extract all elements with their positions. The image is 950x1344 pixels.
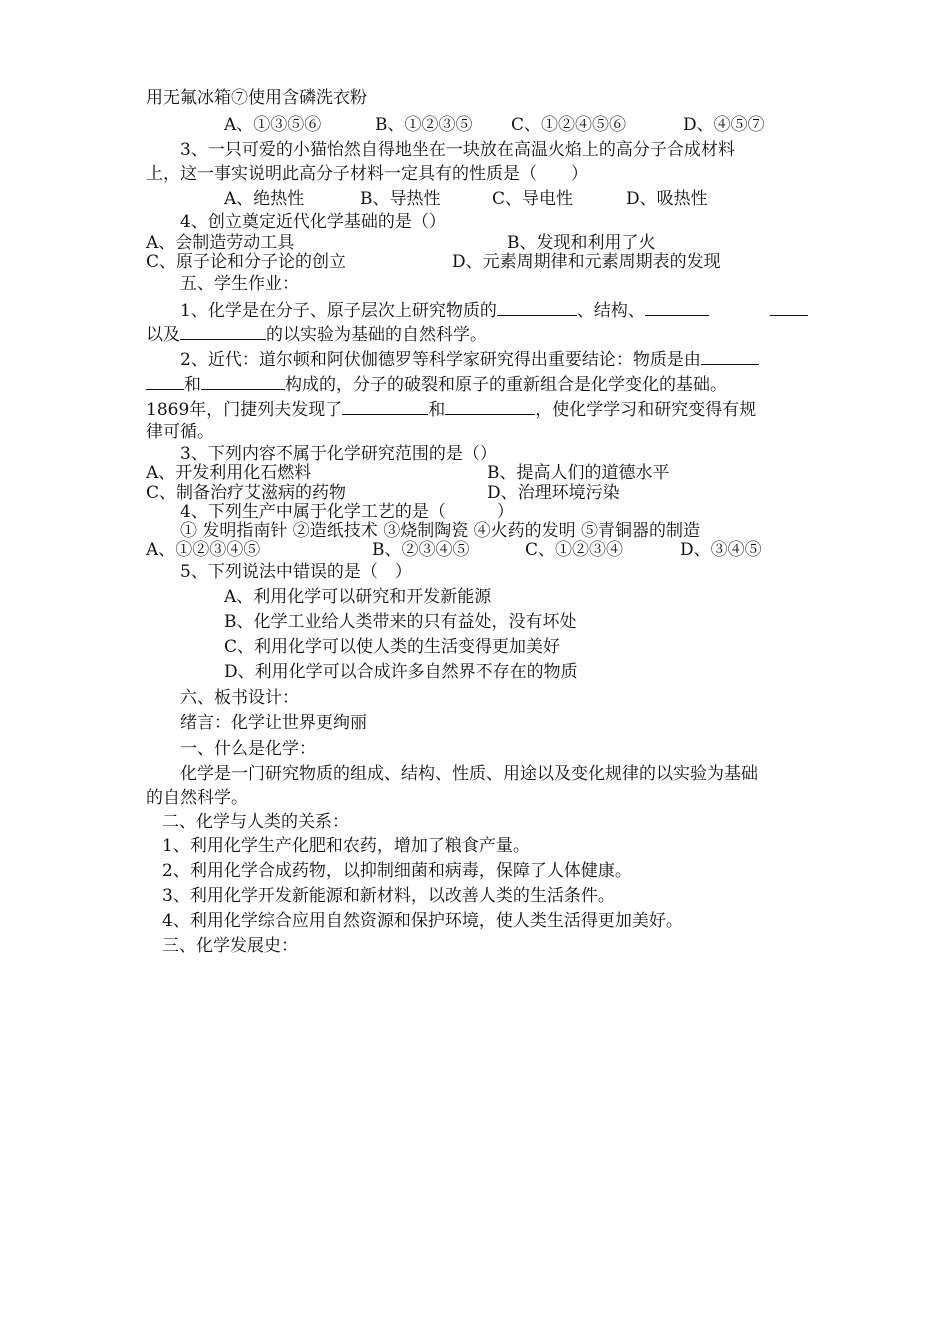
board-heading: 一、什么是化学： xyxy=(180,739,316,759)
option-a: A、①③⑤⑥ xyxy=(224,115,322,135)
answer-blank[interactable] xyxy=(497,297,577,316)
answer-blank[interactable] xyxy=(645,297,709,316)
option-a: A、开发利用化石燃料 xyxy=(146,463,312,483)
option-d: D、③④⑤ xyxy=(680,540,762,560)
section-heading: 六、板书设计： xyxy=(180,688,299,708)
option-c: C、原子论和分子论的创立 xyxy=(146,252,347,272)
homework-text: 1869年，门捷列夫发现了 xyxy=(146,400,343,420)
option-c: C、利用化学可以使人类的生活变得更加美好 xyxy=(224,637,561,657)
option-b: B、②③④⑤ xyxy=(372,540,470,560)
text-line: 用无氟冰箱⑦使用含磷洗衣粉 xyxy=(146,88,367,108)
question-stem: 4、下列生产中属于化学工艺的是（ ） xyxy=(180,502,514,522)
relation-item: 4、利用化学综合应用自然资源和保护环境，使人类生活得更加美好。 xyxy=(162,911,683,931)
option-b: B、化学工业给人类带来的只有益处，没有坏处 xyxy=(224,612,577,632)
answer-blank[interactable] xyxy=(701,346,759,365)
option-c: C、①②④⑤⑥ xyxy=(511,115,627,135)
option-d: D、④⑤⑦ xyxy=(683,115,765,135)
question-stem: 5、下列说法中错误的是（ ） xyxy=(180,562,412,582)
question-stem: 4、创立奠定近代化学基础的是（） xyxy=(180,212,446,232)
section-heading: 五、学生作业： xyxy=(180,274,299,294)
homework-text: 的以实验为基础的自然科学。 xyxy=(266,325,487,345)
homework-line: 律可循。 xyxy=(146,422,214,442)
option-b: B、①②③⑤ xyxy=(375,115,473,135)
answer-blank[interactable] xyxy=(201,371,285,390)
homework-text: 和 xyxy=(184,375,201,395)
homework-line xyxy=(146,371,727,397)
board-heading: 三、化学发展史： xyxy=(162,936,298,956)
relation-item: 1、利用化学生产化肥和农药，增加了粮食产量。 xyxy=(162,836,530,856)
homework-line xyxy=(146,321,487,347)
definition-line: 的自然科学。 xyxy=(146,788,248,808)
option-b: B、导热性 xyxy=(360,189,441,209)
homework-line xyxy=(180,346,759,372)
option-c: C、①②③④ xyxy=(525,540,624,560)
option-d: D、吸热性 xyxy=(626,189,708,209)
homework-line xyxy=(146,396,756,422)
board-title: 绪言：化学让世界更绚丽 xyxy=(180,713,367,733)
answer-blank[interactable] xyxy=(445,396,535,415)
answer-blank[interactable] xyxy=(342,396,428,415)
option-d: D、利用化学可以合成许多自然界不存在的物质 xyxy=(224,662,578,682)
option-b: B、提高人们的道德水平 xyxy=(487,463,670,483)
homework-text: 、结构、 xyxy=(576,301,645,321)
option-a: A、绝热性 xyxy=(224,189,305,209)
relation-item: 3、利用化学开发新能源和新材料，以改善人类的生活条件。 xyxy=(162,886,615,906)
option-c: C、制备治疗艾滋病的药物 xyxy=(146,483,347,503)
option-a: A、会制造劳动工具 xyxy=(146,233,295,253)
relation-item: 2、利用化学合成药物，以抑制细菌和病毒，保障了人体健康。 xyxy=(162,861,632,881)
question-items: ① 发明指南针 ②造纸技术 ③烧制陶瓷 ④火药的发明 ⑤青铜器的制造 xyxy=(180,521,701,541)
answer-blank[interactable] xyxy=(146,371,184,390)
option-b: B、发现和利用了火 xyxy=(507,233,656,253)
homework-text: 构成的，分子的破裂和原子的重新组合是化学变化的基础。 xyxy=(285,375,727,395)
homework-text: 2、近代：道尔顿和阿伏伽德罗等科学家研究得出重要结论：物质是由 xyxy=(180,350,701,370)
option-c: C、导电性 xyxy=(492,189,574,209)
option-d: D、治理环境污染 xyxy=(487,483,620,503)
question-stem-cont: 上，这一事实说明此高分子材料一定具有的性质是（ ） xyxy=(146,164,588,184)
question-stem: 3、下列内容不属于化学研究范围的是（） xyxy=(180,444,497,464)
homework-text: 以及 xyxy=(146,325,180,345)
answer-blank[interactable] xyxy=(180,321,266,340)
question-stem: 3、一只可爱的小猫怡然自得地坐在一块放在高温火焰上的高分子合成材料 xyxy=(180,140,735,160)
homework-line xyxy=(180,297,709,323)
board-heading: 二、化学与人类的关系： xyxy=(162,812,349,832)
answer-blank[interactable] xyxy=(770,297,808,316)
option-a: A、利用化学可以研究和开发新能源 xyxy=(224,587,492,607)
homework-text: 1、化学是在分子、原子层次上研究物质的 xyxy=(180,301,497,321)
homework-text: ，使化学学习和研究变得有规 xyxy=(535,400,757,420)
definition-line: 化学是一门研究物质的组成、结构、性质、用途以及变化规律的以实验为基础 xyxy=(180,764,758,784)
homework-text: 和 xyxy=(428,400,446,420)
option-d: D、元素周期律和元素周期表的发现 xyxy=(452,252,721,272)
option-a: A、①②③④⑤ xyxy=(146,540,261,560)
